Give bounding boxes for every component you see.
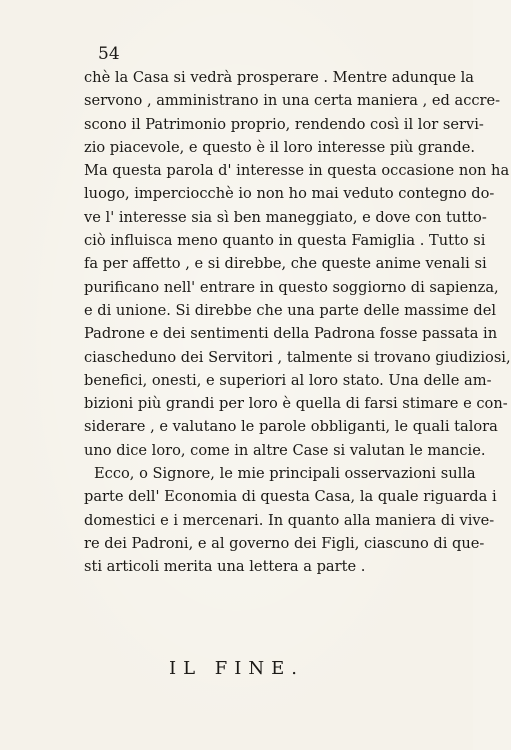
- text-line: ciò influisca meno quanto in questa Famiglia . Tutto si: [84, 232, 486, 250]
- text-line: domestici e i mercenari. In quanto alla maniera di vive-: [84, 511, 495, 529]
- text-line: benefici, onesti, e superiori al loro stato. Una delle am-: [84, 371, 492, 389]
- text-line: zio piacevole, e questo è il loro interesse più grande.: [84, 138, 475, 156]
- text-line: Ecco, o Signore, le mie principali osservazioni sulla: [94, 465, 476, 483]
- text-line: fa per affetto , e si direbbe, che queste anime venali si: [84, 255, 487, 273]
- text-line: re dei Padroni, e al governo dei Figli, ciascuno di que-: [84, 534, 485, 552]
- page-number: 54: [98, 44, 120, 64]
- text-line: servono , amministrano in una certa maniera , ed accre-: [84, 92, 501, 110]
- text-line: e di unione. Si direbbe che una parte delle massime del: [84, 301, 497, 319]
- text-line: scono il Patrimonio proprio, rendendo così il lor servi-: [84, 115, 484, 133]
- body-text: [84, 66, 511, 579]
- text-line: purificano nell' entrare in questo soggiorno di sapienza,: [84, 278, 499, 296]
- text-line: ciascheduno dei Servitori , talmente si trovano giudiziosi,: [84, 348, 511, 366]
- text-line: siderare , e valutano le parole obbliganti, le quali talora: [84, 418, 498, 436]
- end-title: IL FINE.: [169, 658, 304, 679]
- text-line: Ma questa parola d' interesse in questa occasione non ha: [84, 162, 510, 180]
- text-line: luogo, imperciocchè io non ho mai veduto contegno do-: [84, 185, 495, 203]
- text-line: bizioni più grandi per loro è quella di farsi stimare e con-: [84, 395, 508, 413]
- text-line: sti articoli merita una lettera a parte .: [84, 558, 366, 576]
- text-line: uno dice loro, come in altre Case si valutan le mancie.: [84, 441, 486, 459]
- text-line: chè la Casa si vedrà prosperare . Mentre adunque la: [84, 69, 474, 86]
- text-line: ve l' interesse sia sì ben maneggiato, e dove con tutto-: [84, 208, 487, 226]
- text-line: Padrone e dei sentimenti della Padrona fosse passata in: [84, 325, 498, 343]
- text-line: parte dell' Economia di questa Casa, la quale riguarda i: [84, 488, 497, 506]
